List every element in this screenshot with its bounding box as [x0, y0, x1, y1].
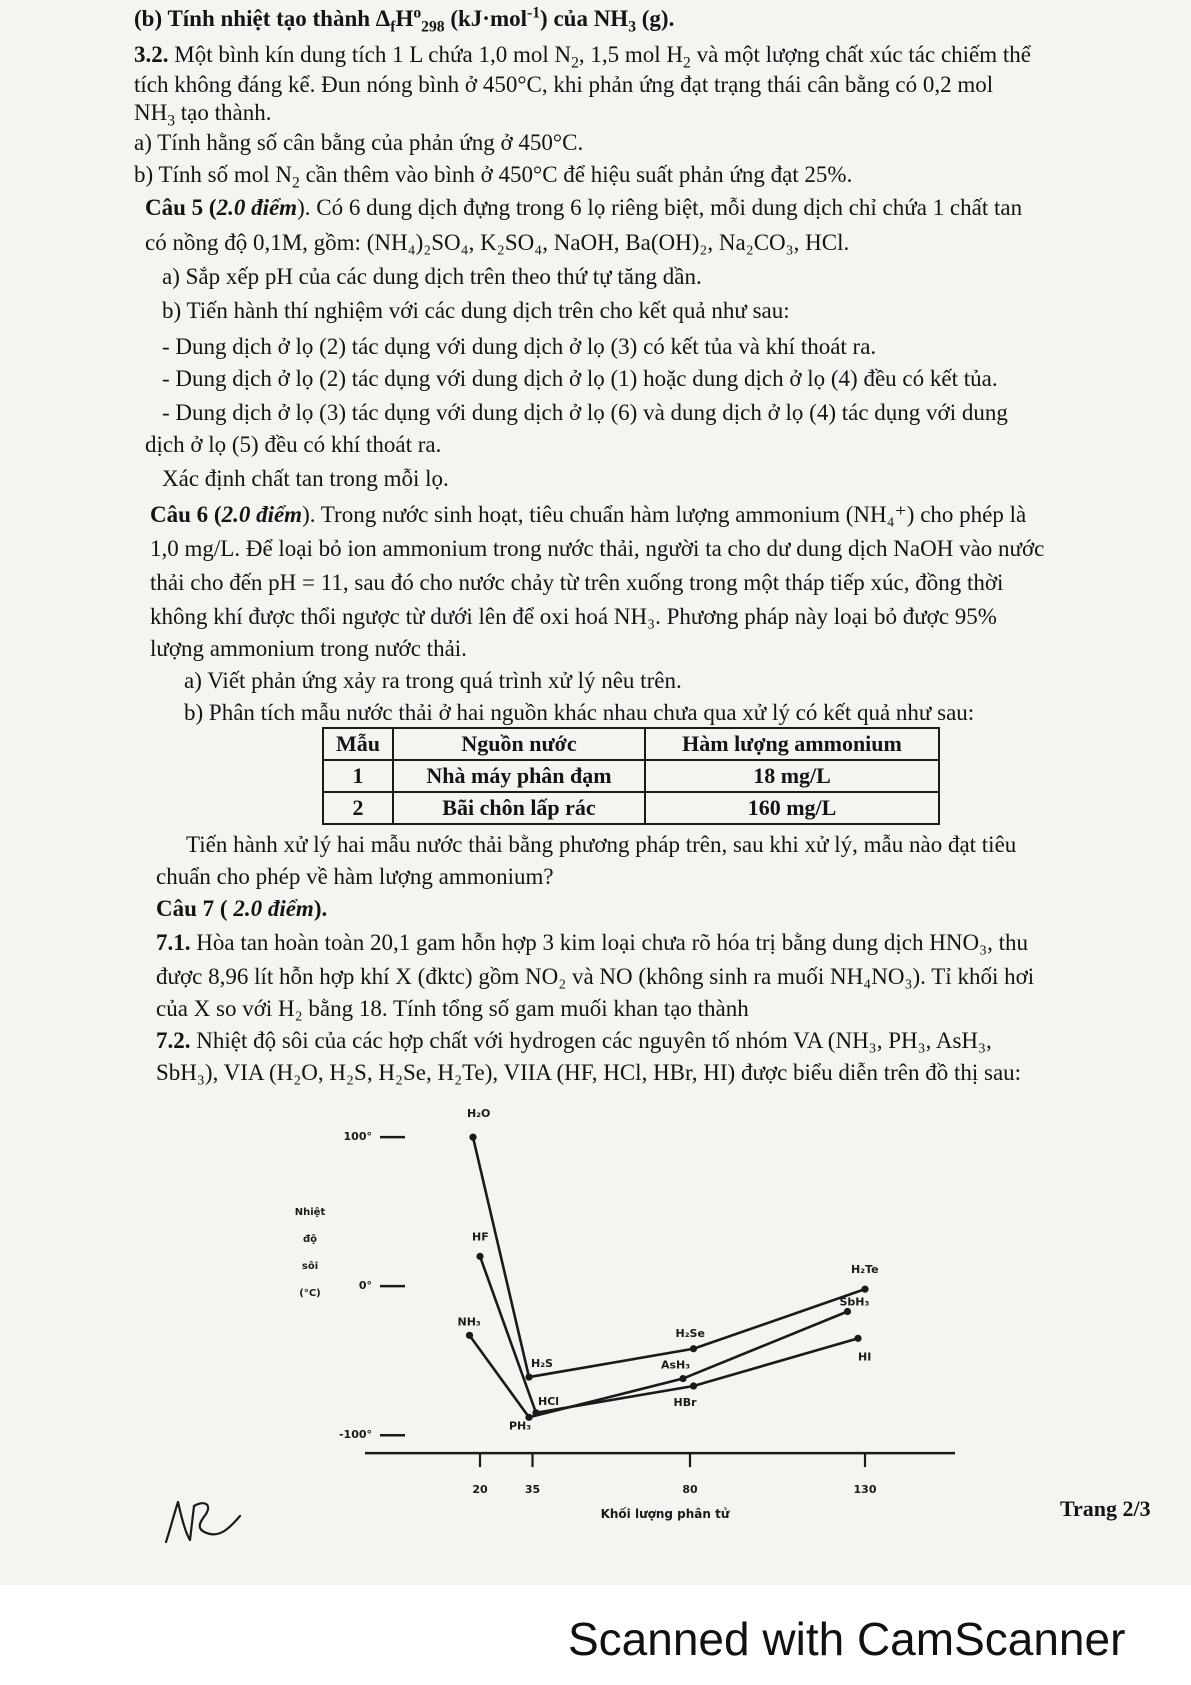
q32-line3: $NH_3$ tạo thành. — [134, 100, 272, 130]
q71-line2: được 8,96 lít hỗn hợp khí X (đktc) gồm NO₂ và NO (không sinh ra muối NH₄NO₃). Tỉ khối hơi — [156, 964, 1035, 989]
cau6-line3: thải cho đến pH = 11, sau đó cho nước chảy từ trên xuống trong một tháp tiếp xúc, đồng thời — [150, 570, 1004, 595]
point-label: NH₃ — [457, 1315, 481, 1329]
q32-part-b: b) Tính số mol $N_2$ cần thêm vào bình ở 450°C để hiệu suất phản ứng đạt 25%. — [134, 162, 853, 192]
point-label: HBr — [673, 1396, 697, 1410]
x-tick-label: 20 — [472, 1483, 488, 1497]
data-point — [466, 1332, 473, 1339]
cau6-line5: lượng ammonium trong nước thải. — [150, 636, 467, 661]
table-row — [323, 760, 939, 792]
table-header: Nguồn nước — [393, 728, 645, 760]
point-label: PH₃ — [509, 1419, 532, 1433]
x-tick-label: 80 — [682, 1483, 698, 1497]
table-cell: Nhà máy phân đạm — [393, 760, 645, 792]
data-point — [861, 1286, 868, 1293]
line-part-b-enthalpy: (b) Tính nhiệt tạo thành $\Delta_fH^o_{298}$ (kJ·mol$^{-1}$) của $NH_3$ (g). — [134, 4, 675, 36]
data-point — [690, 1345, 697, 1352]
cau5-exp1: - Dung dịch ở lọ (2) tác dụng với dung dịch ở lọ (3) có kết tủa và khí thoát ra. — [162, 334, 877, 359]
q32-line2: tích không đáng kể. Đun nóng bình ở 450°C, khi phản ứng đạt trạng thái cân bằng có 0,2 mol — [134, 72, 994, 97]
x-axis-label: Khối lượng phân tử — [600, 1507, 730, 1522]
cau6-line4: không khí được thổi ngược từ dưới lên để oxi hoá NH₃. Phương pháp này loại bỏ được 95% — [150, 604, 997, 629]
table-cell: 1 — [323, 760, 393, 792]
table-header: Hàm lượng ammonium — [645, 728, 939, 760]
boiling-point-chart — [280, 1085, 970, 1522]
point-label: HI — [858, 1350, 872, 1364]
point-label: HF — [472, 1230, 489, 1244]
chart-series — [466, 1134, 872, 1421]
data-point — [854, 1335, 861, 1342]
ammonium-table — [322, 727, 940, 825]
cau5-exp3: - Dung dịch ở lọ (3) tác dụng với dung dịch ở lọ (6) và dung dịch ở lọ (4) tác dụng với dung — [162, 400, 1008, 425]
data-point — [844, 1308, 851, 1315]
cau6-part-a: a) Viết phản ứng xảy ra trong quá trình xử lý nêu trên. — [184, 668, 682, 693]
y-axis-label: Nhiệt — [294, 1207, 326, 1218]
q71-line3: của X so với H₂ bằng 18. Tính tổng số gam muối khan tạo thành — [156, 996, 749, 1021]
data-point — [476, 1253, 483, 1260]
point-label: HCl — [538, 1394, 560, 1408]
signature-mark — [160, 1490, 250, 1550]
q32-line1: 3.2. Một bình kín dung tích 1 L chứa 1,0 mol $N_2$, 1,5 mol $H_2$ và một lượng chất xúc tác chiếm thể — [134, 42, 1031, 72]
cau7-heading: Câu 7 ( 2.0 điểm). — [156, 896, 328, 921]
point-label: H₂Te — [851, 1263, 879, 1277]
cau6-heading: Câu 6 (2.0 điểm). Trong nước sinh hoạt, tiêu chuẩn hàm lượng ammonium (NH₄⁺) cho phép là — [150, 502, 1027, 527]
cau5-line2: có nồng độ 0,1M, gồm: (NH₄)₂SO₄, K₂SO₄, NaOH, Ba(OH)₂, Na₂CO₃, HCl. — [145, 230, 850, 255]
cau5-heading: Câu 5 (2.0 điểm). Có 6 dung dịch đựng trong 6 lọ riêng biệt, mỗi dung dịch chỉ chứa 1 chất tan — [145, 195, 1023, 220]
table-cell: Bãi chôn lấp rác — [393, 792, 645, 824]
y-axis-label: độ — [302, 1234, 318, 1245]
y-axis-label: sôi — [301, 1261, 319, 1272]
table-cell: 18 mg/L — [645, 760, 939, 792]
cau6-line2: 1,0 mg/L. Để loại bỏ ion ammonium trong nước thải, người ta cho dư dung dịch NaOH vào nước — [150, 536, 1045, 561]
q72-line2: SbH₃), VIA (H₂O, H₂S, H₂Se, H₂Te), VIIA (HF, HCl, HBr, HI) được biểu diễn trên đồ thị sau: — [156, 1060, 1022, 1085]
y-tick-label: 0° — [358, 1279, 372, 1293]
point-label: AsH₃ — [661, 1358, 691, 1372]
y-tick-label: 100° — [343, 1130, 372, 1144]
q71-line1: 7.1. Hòa tan hoàn toàn 20,1 gam hỗn hợp 3 kim loại chưa rõ hóa trị bằng dung dịch HNO₃, thu — [156, 930, 1028, 955]
series-line — [480, 1256, 858, 1412]
y-axis-label: (°C) — [299, 1288, 321, 1299]
data-point — [679, 1375, 686, 1382]
table-header: Mẫu — [323, 728, 393, 760]
cau5-part-a: a) Sắp xếp pH của các dung dịch trên theo thứ tự tăng dần. — [162, 264, 702, 289]
cau5-question: Xác định chất tan trong mỗi lọ. — [162, 466, 449, 491]
x-tick-label: 35 — [524, 1483, 541, 1497]
cau5-exp3-cont: dịch ở lọ (5) đều có khí thoát ra. — [145, 432, 442, 457]
x-tick-label: 130 — [853, 1483, 877, 1497]
table-row — [323, 792, 939, 824]
cau5-exp2: - Dung dịch ở lọ (2) tác dụng với dung dịch ở lọ (1) hoặc dung dịch ở lọ (4) đều có kết tủa. — [162, 366, 998, 391]
series-line — [473, 1137, 865, 1377]
point-label: SbH₃ — [839, 1295, 870, 1309]
data-point — [469, 1134, 476, 1141]
page-number: Trang 2/3 — [1060, 1496, 1151, 1521]
cau5-part-b: b) Tiến hành thí nghiệm với các dung dịch trên cho kết quả như sau: — [162, 298, 790, 323]
camscanner-watermark: Scanned with CamScanner — [568, 1613, 1126, 1665]
table-cell: 160 mg/L — [645, 792, 939, 824]
q72-line1: 7.2. Nhiệt độ sôi của các hợp chất với hydrogen các nguyên tố nhóm VA (NH₃, PH₃, AsH₃, — [156, 1028, 992, 1053]
cau6-part-b: b) Phân tích mẫu nước thải ở hai nguồn khác nhau chưa qua xử lý có kết quả như sau: — [184, 700, 975, 725]
q32-part-a: a) Tính hằng số cân bằng của phản ứng ở 450°C. — [134, 130, 584, 155]
point-label: H₂O — [467, 1107, 491, 1121]
y-tick-label: -100° — [338, 1428, 372, 1442]
table-header-row — [323, 728, 939, 760]
cau6-after-table: Tiến hành xử lý hai mẫu nước thải bằng phương pháp trên, sau khi xử lý, mẫu nào đạt tiêu — [186, 832, 1017, 857]
data-point — [690, 1382, 697, 1389]
cau6-after-table-2: chuẩn cho phép về hàm lượng ammonium? — [156, 864, 554, 889]
table-cell: 2 — [323, 792, 393, 824]
point-label: H₂Se — [675, 1326, 705, 1340]
data-point — [525, 1373, 532, 1380]
point-label: H₂S — [531, 1357, 553, 1371]
